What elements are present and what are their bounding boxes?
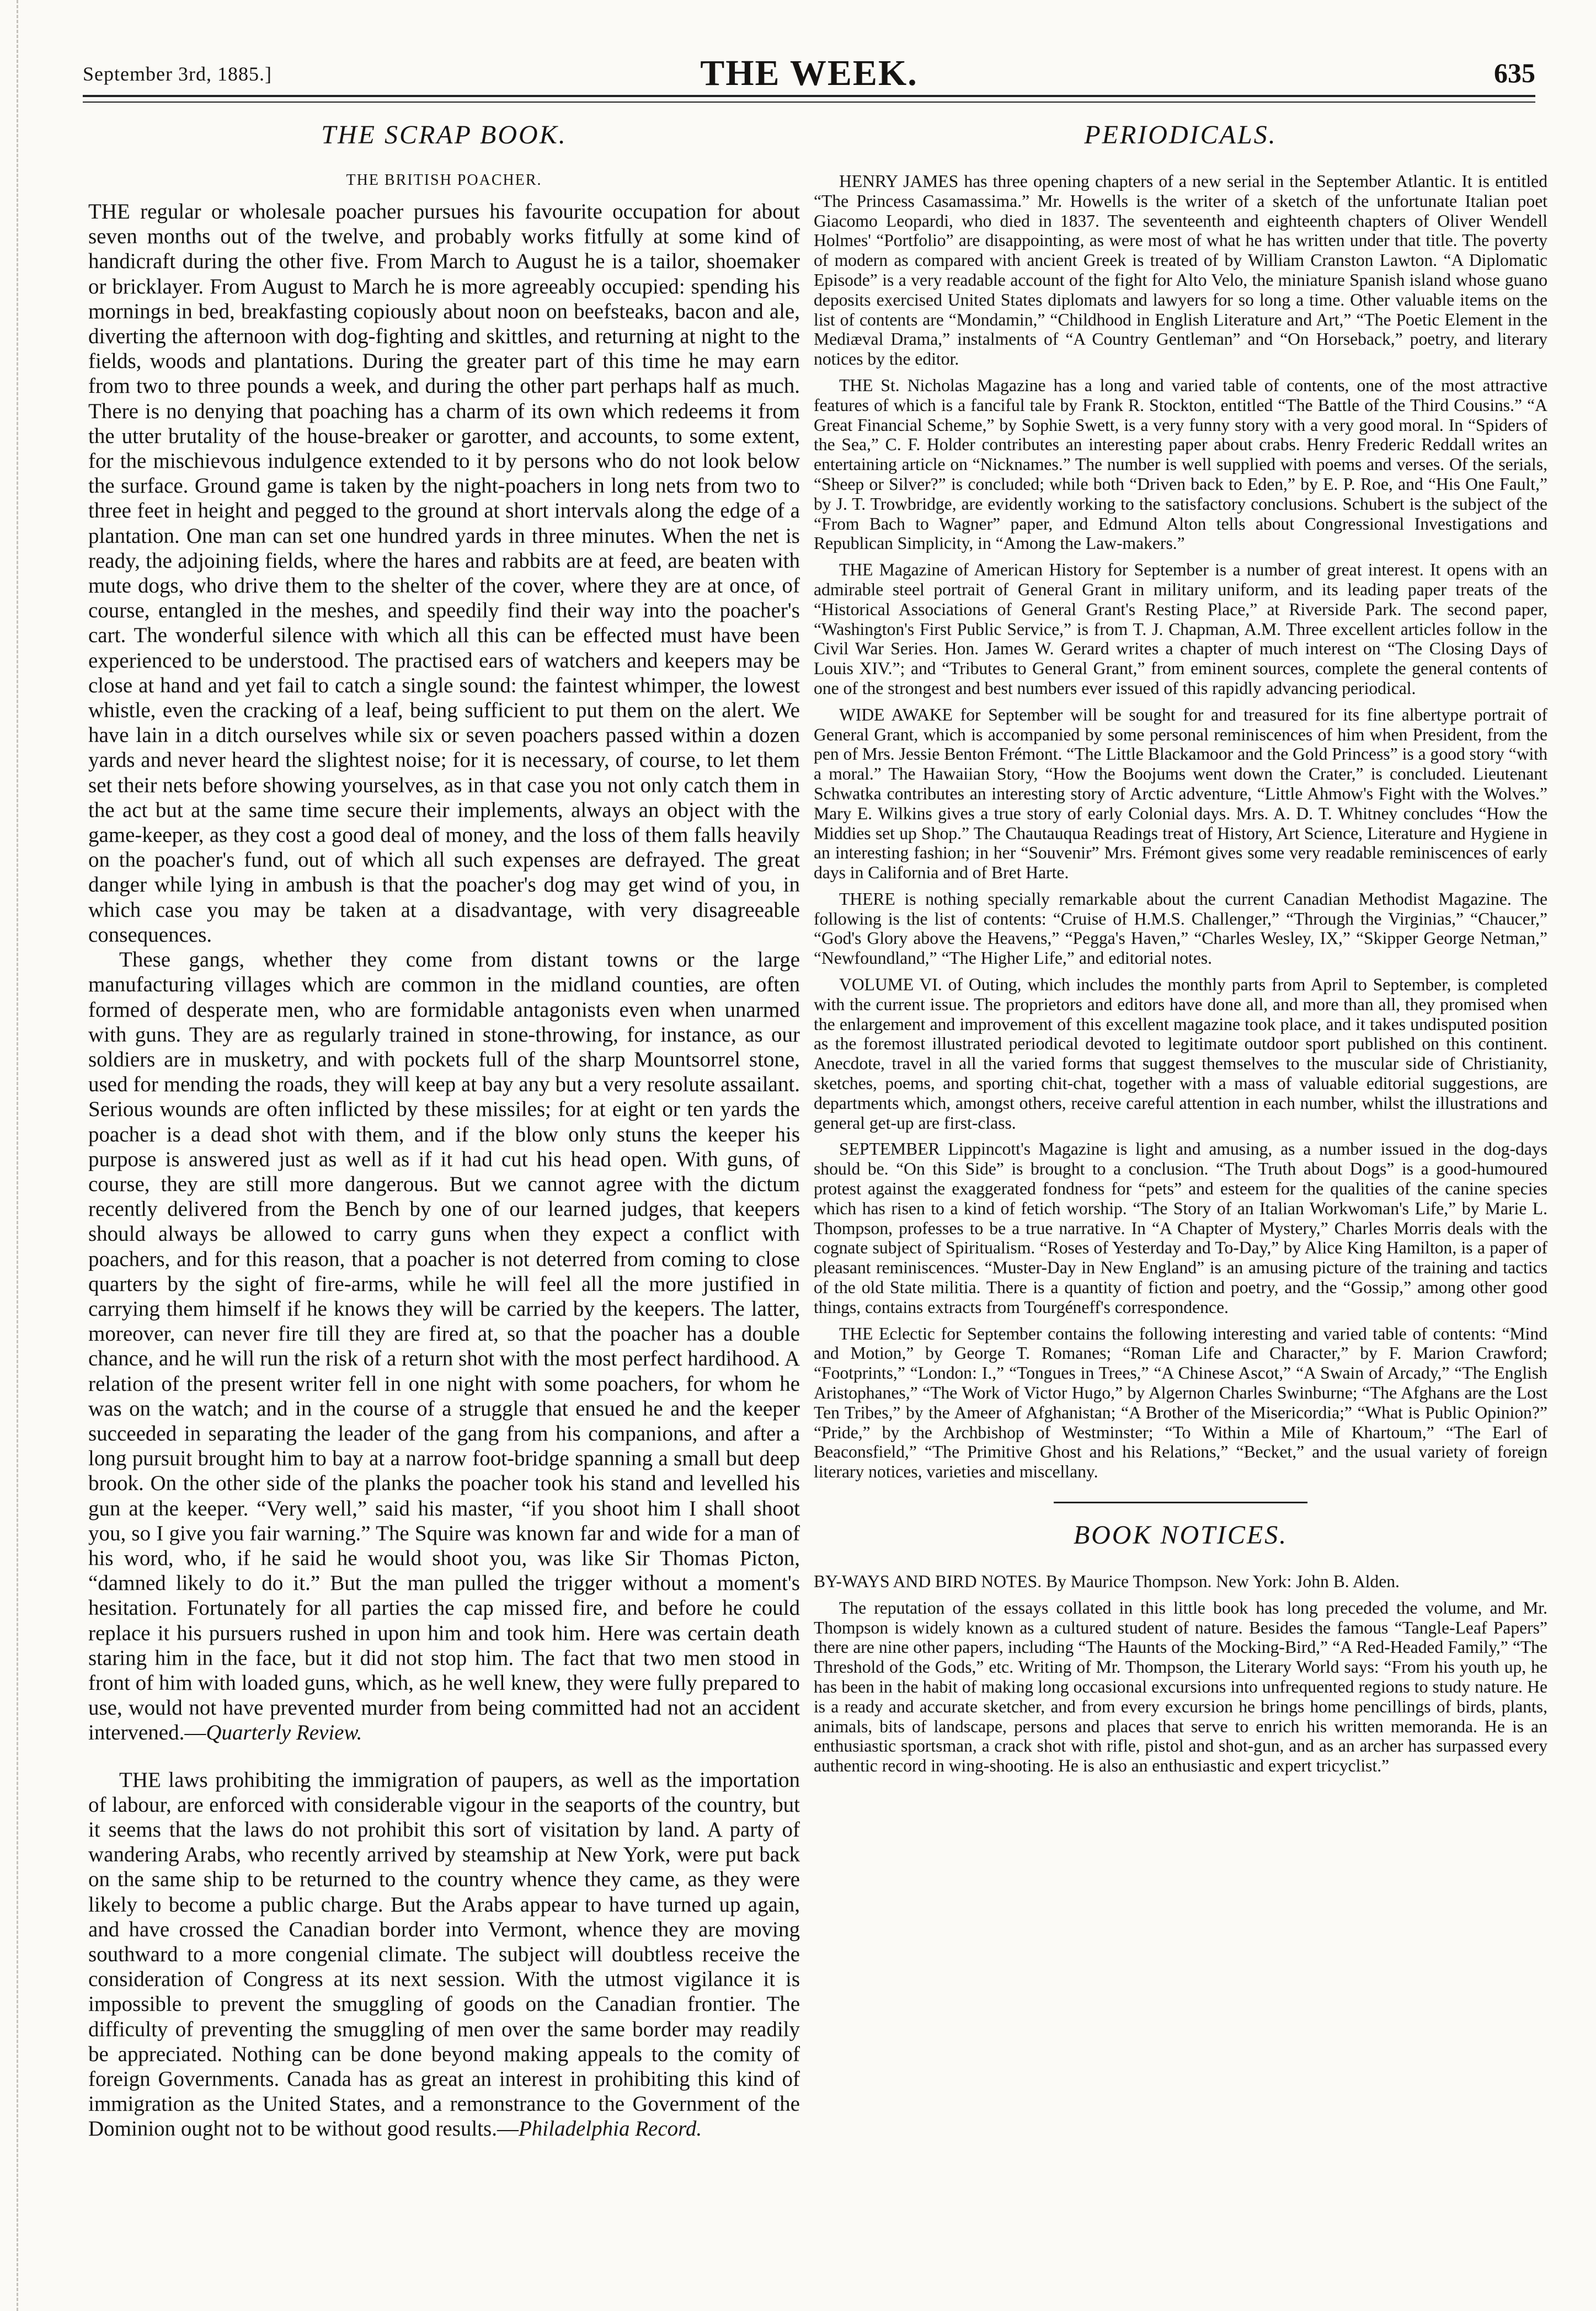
periodical-notice: THE Eclectic for September contains the following interesting and varied table of contents: “Mind and Motion,” by George T. Romanes; “Roman Life and Character,” by F. Marion Crawford; “Footprints,” “London: I.,” “Tongues in Trees,” “A Chinese Ascot,” “A Swain of Arcady,” “The English Aristophanes,” “The Work of Victor Hugo,” by Algernon Charles Swinburne; “The Afghans are the Lost Ten Tribes,” by the Ameer of Afghanistan; “A Brother of the Misericordia;” “What is Public Opinion?” “Pride,” by the Archbishop of Westminster; “To Within a Mile of Khartoum,” “The Earl of Beaconsfield,” “The Primitive Ghost and his Relations,” “Becket,” and the usual variety of foreign literary notices, varieties and miscellany. [814, 1323, 1547, 1482]
section-divider [1054, 1502, 1307, 1503]
spacer [88, 1746, 800, 1768]
left-column [88, 119, 800, 2142]
page-header [83, 52, 1535, 91]
header-rule-thin [83, 102, 1535, 103]
article-paragraph: THE laws prohibiting the immigration of paupers, as well as the importation of labour, are enforced with considerable vigour in the seaports of the country, but it seems that the laws do not prohibit this sort of visitation by land. A party of wandering Arabs, who recently arrived by steamship at New York, were put back on the same ship to be returned to the country whence they came, as they were likely to become a public charge. But the Arabs appear to have turned up again, and have crossed the Canadian border into Vermont, whence they are moving southward to a more congenial climate. The subject will doubtless receive the consideration of Congress at its next session. With the utmost vigilance it is impossible to prevent the smuggling of goods on the Canadian frontier. The difficulty of preventing the smuggling of men over the same border may readily be appreciated. Nothing can be done beyond making appeals to the comity of foreign Governments. Canada has as great an interest in prohibiting this kind of immigration as the United States, and a remonstrance to the Government of the Dominion ought not to be without good results.—Philadelphia Record. [88, 1768, 800, 2141]
issue-date: September 3rd, 1885.] [83, 63, 272, 85]
periodical-notice: VOLUME VI. of Outing, which includes the monthly parts from April to September, is completed with the current issue. The proprietors and editors have done all, and more than all, they promised when the enlargement and improvement of this excellent magazine took place, and it takes undisputed position as the foremost illustrated periodical devoted to legitimate outdoor sport published on this continent. Anecdote, travel in all the varied forms that suggest themselves to the muscular side of Christianity, sketches, poems, and sporting chit-chat, together with a mass of valuable editorial suggestions, are departments which, amongst others, receive careful attention in each number, whilst the illustrations and general get-up are first-class. [814, 975, 1547, 1133]
periodical-notice: THE St. Nicholas Magazine has a long and varied table of contents, one of the most attractive features of which is a fanciful tale by Frank R. Stockton, entitled “The Battle of the Third Cousins.” “A Great Financial Scheme,” by Sophie Swett, is a very funny story with a very good moral. In “Spiders of the Sea,” C. F. Holder contributes an interesting paper about crabs. Henry Frederic Reddall writes an entertaining article on “Nicknames.” The number is well supplied with poems and verses. Of the serials, “Sheep or Silver?” is concluded; while both “Driven back to Eden,” by E. P. Roe, and “His One Fault,” by J. T. Trowbridge, are evidently working to the satisfactory conclusions. Schubert is the subject of the “From Bach to Wagner” paper, and Edmund Alton tells about Congressional Investigations and Republican Simplicity, in “Among the Law-makers.” [814, 375, 1547, 553]
periodical-notice: THE Magazine of American History for September is a number of great interest. It opens with an admirable steel portrait of General Grant in military uniform, and its leading paper treats of the “Historical Associations of General Grant's Resting Place,” at Riverside Park. The second paper, “Washington's First Public Service,” is from T. J. Chapman, A.M. Three excellent articles follow in the Civil War Series. Hon. James W. Gerard writes a chapter of much interest on “The Closing Days of Louis XIV.”; and “Tributes to General Grant,” from eminent sources, complete the general contents of one of the strongest and best numbers ever issued of this rapidly advancing periodical. [814, 560, 1547, 698]
source-credit: Quarterly Review. [206, 1721, 362, 1745]
page-number: 635 [1494, 57, 1535, 88]
periodical-notice: HENRY JAMES has three opening chapters of a new serial in the September Atlantic. It is entitled “The Princess Casamassima.” Mr. Howells is the writer of a sketch of the unfortunate Italian poet Giacomo Leopardi, who died in 1837. The seventeenth and eighteenth chapters of Oliver Wendell Holmes' “Portfolio” are disappointing, as were most of what he has written under that title. The poverty of modern as compared with ancient Greek is treated of by William Cranston Lawton. “A Diplomatic Episode” is a very readable account of the fight for Alto Velo, the miniature Spanish island whose guano deposits exercised United States diplomats and lawyers for so long a time. Other valuable items on the list of contents are “Mondamin,” “Childhood in English Literature and Art,” “The Poetic Element in the Mediæval Drama,” instalments of “A Country Gentleman” and “On Horseback,” poetry, and literary notices by the editor. [814, 172, 1547, 369]
periodical-notice: SEPTEMBER Lippincott's Magazine is light and amusing, as a number issued in the dog-days should be. “On this Side” is brought to a conclusion. “The Truth about Dogs” is a good-humoured protest against the exaggerated fondness for “pets” and esteem for the qualities of the canine species which has risen to a kind of fetich worship. “The Story of an Italian Workwoman's Life,” by Marie L. Thompson, professes to be a true narrative. In “A Chapter of Mystery,” Charles Morris deals with the cognate subject of Spiritualism. “Roses of Yesterday and To-Day,” by Alice King Hamilton, is a paper of pleasant reminiscences. “Muster-Day in New England” is an amusing picture of the training and tactics of the old State militia. There is a quantity of fiction and poetry, and the “Gossip,” among other good things, contains extracts from Tourgéneff's correspondence. [814, 1139, 1547, 1317]
section-title-book-notices: BOOK NOTICES. [1073, 1520, 1288, 1550]
section-title-scrap-book: THE SCRAP BOOK. [321, 120, 567, 150]
section-title-periodicals: PERIODICALS. [1084, 120, 1277, 150]
source-credit: Philadelphia Record. [518, 2117, 702, 2141]
periodical-notice: WIDE AWAKE for September will be sought for and treasured for its fine albertype portrait of General Grant, which is accompanied by some personal reminiscences of him when President, from the pen of Mrs. Jessie Benton Frémont. “The Little Blackamoor and the Gold Princess” is a good story “with a moral.” The Hawaiian Story, “How the Boojums went down the Crater,” is concluded. Lieutenant Schwatka contributes an interesting story of Arctic adventure, “Little Ahmow's Fight with the Wolves.” Mary E. Wilkins gives a true story of early Colonial days. Mrs. A. D. T. Whitney concludes “How the Middies set up Shop.” The Chautauqua Readings treat of History, Art Science, Literature and Hygiene in an interesting fashion; in her “Souvenir” Mrs. Frémont gives some very readable reminiscences of early days in California and of Bret Harte. [814, 704, 1547, 883]
header-rule [83, 95, 1535, 97]
book-entry-heading: BY-WAYS AND BIRD NOTES. By Maurice Thompson. New York: John B. Alden. [814, 1572, 1400, 1591]
article-paragraph: These gangs, whether they come from distant towns or the large manufacturing villages which are common in the midland counties, are often formed of desperate men, who are formidable antagonists even when unarmed with guns. They are as regularly trained in stone-throwing, for instance, as our soldiers are in musketry, and with pockets full of the sharp Mountsorrel stone, used for mending the roads, they will keep at bay any but a very resolute assailant. Serious wounds are often inflicted by these missiles; for at eight or ten yards the poacher is a dead shot with them, and if the blow only stuns the keeper his purpose is answered just as well as if it had cut his head open. With guns, of course, they are still more dangerous. But we cannot agree with the dictum recently delivered from the Bench by one of our learned judges, that keepers should always be allowed to carry guns when they expect a conflict with poachers, and for this reason, that a poacher is not deterred from coming to close quarters by the sight of fire-arms, while he will feel all the more justified in carrying them himself if he knows they will be carried by the keepers. The latter, moreover, can never fire till they are fired at, so that the poacher has a double chance, and he will run the risk of a return shot with the most perfect hardihood. A relation of the present writer fell in one night with some poachers, for whom he was on the watch; and in the course of a struggle that ensued he and the keeper succeeded in separating the leader of the gang from his companions, and after a long pursuit brought him to bay at a narrow foot-bridge spanning a small but deep brook. On the other side of the planks the poacher took his stand and levelled his gun at the keeper. “Very well,” said his master, “if you shoot him I shall shoot you, so I give you fair warning.” The Squire was known far and wide for a man of his word, who, if he said he would shoot you, was like Sir Thomas Picton, “damned likely to do it.” But the man pulled the trigger without a moment's hesitation. Fortunately for all parties the cap missed fire, and before he could replace it his pursuers rushed in upon him and took him. Here was certain death staring him in the face, but it did not stop him. The fact that two men stood in front of him with loaded guns, which, as he well knew, they were fully prepared to use, would not have prevented murder from being committed had not an accident intervened.—Quarterly Review. [88, 948, 800, 1745]
book-notice-paragraph: The reputation of the essays collated in this little book has long preceded the volume, and Mr. Thompson is widely known as a cultured student of nature. Besides the famous “Tangle-Leaf Papers” there are nine other papers, including “The Haunts of the Mocking-Bird,” “A Red-Headed Family,” “The Threshold of the Gods,” etc. Writing of Mr. Thompson, the Literary World says: “From his youth up, he has been in the habit of making long occasional excursions into unfrequented regions to study nature. He is a ready and accurate sketcher, and from every excursion he brings home pencillings of birds, plants, animals, bits of landscape, persons and places that serve to enrich his written memoranda. He is an enthusiastic sportsman, a crack shot with rifle, pistol and shot-gun, and as an archer has surpassed every authentic record in wing-shooting. He is also an enthusiastic and expert tricyclist.” [814, 1598, 1547, 1776]
periodical-notice: THERE is nothing specially remarkable about the current Canadian Methodist Magazine. The following is the list of contents: “Cruise of H.M.S. Challenger,” “Through the Virginias,” “Chaucer,” “God's Glory above the Heavens,” “Pegga's Haven,” “Charles Wesley, IX,” “Skipper George Netman,” “Newfoundland,” “The Higher Life,” and editorial notes. [814, 889, 1547, 968]
article-paragraph: THE regular or wholesale poacher pursues his favourite occupation for about seven months out of the twelve, and probably works fitfully at some kind of handicraft during the other five. From March to August he is a tailor, shoemaker or bricklayer. From August to March he is more agreeably occupied: spending his mornings in bed, breakfasting copiously about noon on beefsteaks, bacon and ale, diverting the afternoon with dog-fighting and skittles, and returning at night to the fields, woods and plantations. During the greater part of this time he may earn from two to three pounds a week, and during the other part perhaps half as much. There is no denying that poaching has a charm of its own which redeems it from the utter brutality of the house-breaker or garotter, and accounts, to some extent, for the mischievous indulgence extended to it by persons who do not look below the surface. Ground game is taken by the night-poachers in long nets from two to three feet in height and pegged to the ground at short intervals along the edge of a plantation. One man can set one hundred yards in three minutes. When the net is ready, the adjoining fields, where the hares and rabbits are at feed, are beaten with mute dogs, who drive them to the shelter of the cover, where they are at once, of course, entangled in the meshes, and speedily find their way into the poacher's cart. The wonderful silence with which all this can be effected must have been experienced to be understood. The practised ears of watchers and keepers may be close at hand and yet fail to catch a single sound: the faintest whimper, the lowest whistle, even the cracking of a leaf, being sufficient to put them on the alert. We have lain in a ditch ourselves while six or seven poachers passed within a dozen yards and never heard the slightest noise; for it is necessary, of course, to let them set their nets before showing yourselves, as in that case you not only catch them in the act but at the same time secure their implements, always an object with the game-keeper, as they cost a good deal of money, and the loss of them falls heavily on the poacher's fund, out of which all such expenses are defrayed. The great danger while lying in ambush is that the poacher's dog may get wind of you, in which case you may be taken at a disadvantage, with very disagreeable consequences. [88, 200, 800, 947]
masthead-title: THE WEEK. [700, 53, 918, 93]
right-column [814, 119, 1547, 1782]
binding-edge [17, 0, 27, 2311]
article-title: THE BRITISH POACHER. [346, 172, 542, 189]
